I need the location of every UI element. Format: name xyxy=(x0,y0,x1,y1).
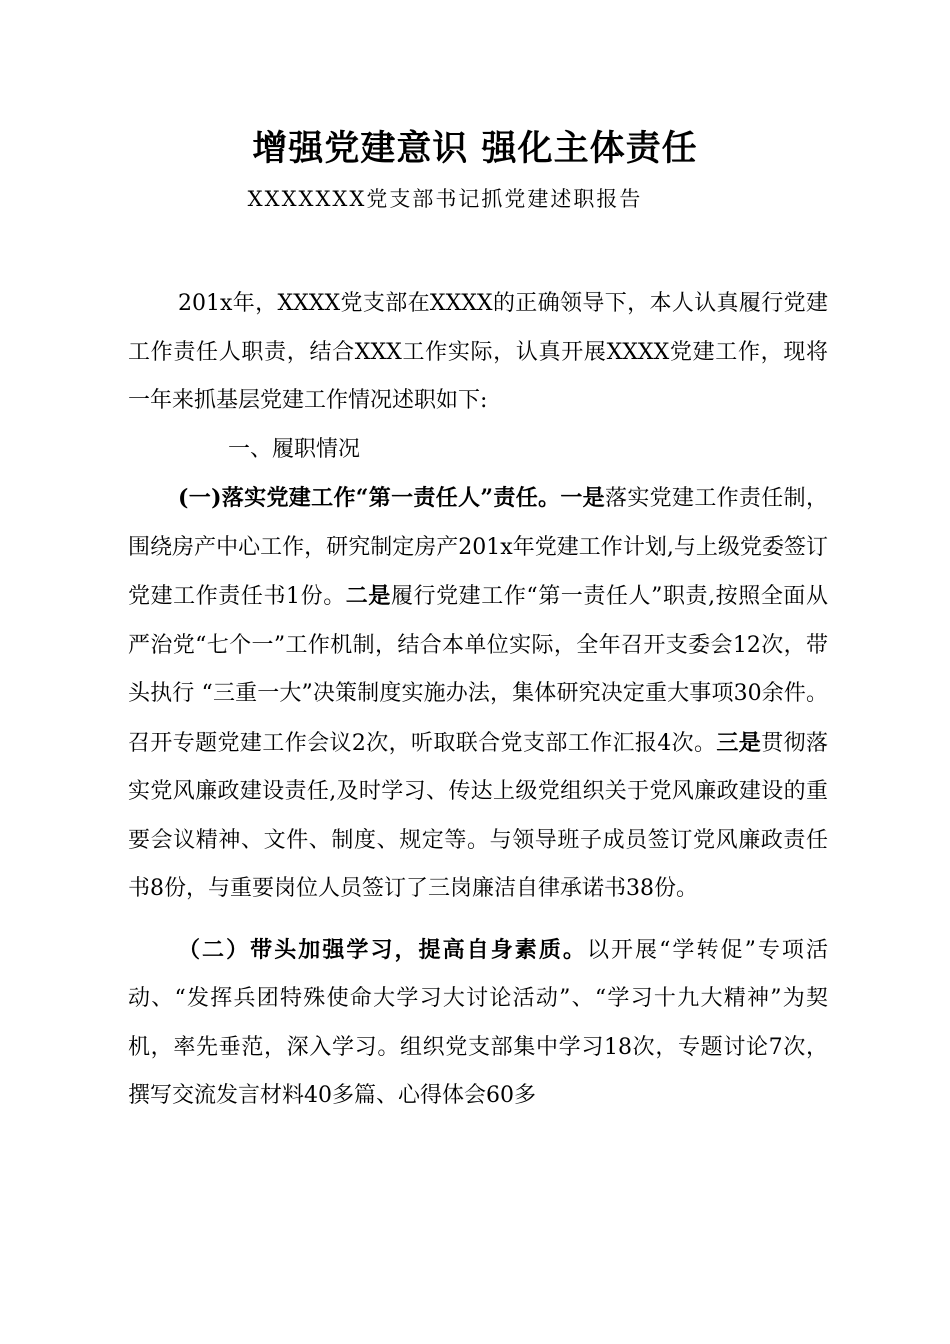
document-subtitle: XXXXXXX党支部书记抓党建述职报告 xyxy=(247,187,643,211)
intro-paragraph: 201x年，XXXX党支部在XXXX的正确领导下，本人认真履行党建工作责任人职责，结合XXX工作实际，认真开展XXXX党建工作，现将一年来抓基层党建工作情况述职如下: xyxy=(128,291,828,413)
section-heading xyxy=(128,426,828,475)
item1-heading: (一)落实党建工作“第一责任人”责任。 xyxy=(178,485,561,511)
item1-point2-text: 履行党建工作“第一责任人”职责,按照全面从严治党“七个一”工作机制，结合本单位实际，全年召开支委会12次，带头执行 “三重一大”决策制度实施办法，集体研究决定重大事项30余件。召开专题党建工作会议2次，听取联合党支部工作汇报4次。 xyxy=(128,584,828,756)
item2-text: 以开展“学转促”专项活动、“发挥兵团特殊使命大学习大讨论活动”、“学习十九大精神”为契机，率先垂范，深入学习。组织党支部集中学习18次，专题讨论7次，撰写交流发言材料40多篇、心得体会60多 xyxy=(128,937,828,1108)
item1-point3-label: 三是 xyxy=(716,729,762,756)
document-body xyxy=(128,280,828,1121)
section-heading-text: 一、履职情况 xyxy=(228,436,361,462)
item1-point3-text: 贯彻落实党风廉政建设责任,及时学习、传达上级党组织关于党风廉政建设的重要会议精神、文件、制度、规定等。与领导班子成员签订党风廉政责任书8份，与重要岗位人员签订了三岗廉洁自律承诺书38份。 xyxy=(128,730,828,901)
item2-paragraph xyxy=(128,926,828,1121)
item1-point1-text: 落实党建工作责任制，围绕房产中心工作，研究制定房产201x年党建工作计划,与上级党委签订党建工作责任书1份。 xyxy=(128,486,828,609)
item1-point1-label: 一是 xyxy=(560,485,606,511)
item2-heading: （二）带头加强学习，提高自身素质。 xyxy=(178,936,587,963)
item1-paragraph xyxy=(128,474,828,914)
item1-point2-label: 二是 xyxy=(345,583,391,609)
document-title: 增强党建意识 强化主体责任 xyxy=(252,128,698,169)
